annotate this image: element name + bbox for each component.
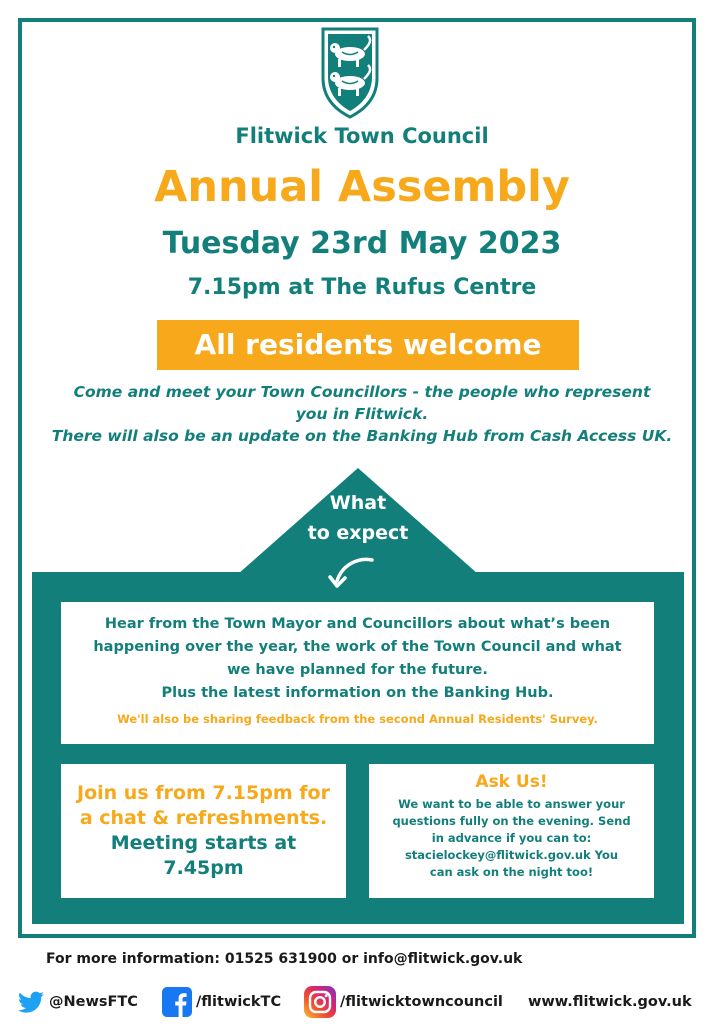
council-name: Flitwick Town Council [235, 124, 489, 148]
facebook-handle: /flitwickTC [196, 994, 282, 1010]
agenda-box [61, 602, 654, 744]
join-line: a chat & refreshments. [79, 807, 328, 829]
ask-us-box [369, 764, 654, 898]
event-title: Annual Assembly [154, 162, 570, 212]
expect-line: What [329, 492, 387, 514]
ask-us-title: Ask Us! [475, 772, 548, 792]
twitter-bird-icon [18, 991, 45, 1013]
more-info-line: For more information: 01525 631900 or info@flitwick.gov.uk [46, 951, 523, 967]
instagram-handle: /flitwicktowncouncil [340, 994, 503, 1010]
expect-line: to expect [307, 522, 409, 544]
agenda-line: happening over the year, the work of the Town Council and what [93, 639, 622, 655]
intro-line: There will also be an update on the Banking Hub from Cash Access UK. [51, 427, 673, 445]
intro-line: you in Flitwick. [295, 405, 429, 423]
join-line: Join us from 7.15pm for [77, 782, 330, 804]
what-to-expect-heading [292, 488, 424, 548]
intro-line: Come and meet your Town Councillors - the people who represent [73, 383, 651, 401]
twitter-link[interactable] [18, 986, 138, 1018]
ask-line: in advance if you can to: [431, 831, 592, 845]
meeting-start-line: Meeting starts at [110, 832, 297, 854]
survey-note: We'll also be sharing feedback from the second Annual Residents' Survey. [117, 712, 598, 726]
join-us-box [61, 764, 346, 898]
website-link[interactable] [528, 986, 692, 1018]
curved-arrow-down-icon [326, 553, 378, 595]
website-url: www.flitwick.gov.uk [528, 994, 692, 1010]
agenda-line: Hear from the Town Mayor and Councillors about what’s been [104, 616, 611, 632]
event-time-venue: 7.15pm at The Rufus Centre [187, 275, 537, 300]
agenda-line: we have planned for the future. [227, 662, 488, 678]
ask-line: We want to be able to answer your [398, 797, 625, 811]
intro-text [24, 381, 700, 447]
facebook-link[interactable] [162, 986, 281, 1018]
ask-line: questions fully on the evening. Send [392, 814, 631, 828]
facebook-icon [162, 987, 192, 1017]
ask-line: can ask on the night too! [429, 865, 594, 879]
twitter-handle: @NewsFTC [49, 994, 138, 1010]
instagram-link[interactable] [304, 986, 503, 1018]
agenda-line: Plus the latest information on the Banking Hub. [161, 685, 554, 701]
ask-email-line[interactable]: stacielockey@flitwick.gov.uk You [404, 848, 619, 862]
instagram-icon [304, 986, 336, 1018]
event-date: Tuesday 23rd May 2023 [162, 226, 562, 261]
welcome-banner: All residents welcome [157, 320, 579, 370]
meeting-start-line: 7.45pm [163, 857, 244, 879]
shield-lions-icon [320, 26, 380, 120]
